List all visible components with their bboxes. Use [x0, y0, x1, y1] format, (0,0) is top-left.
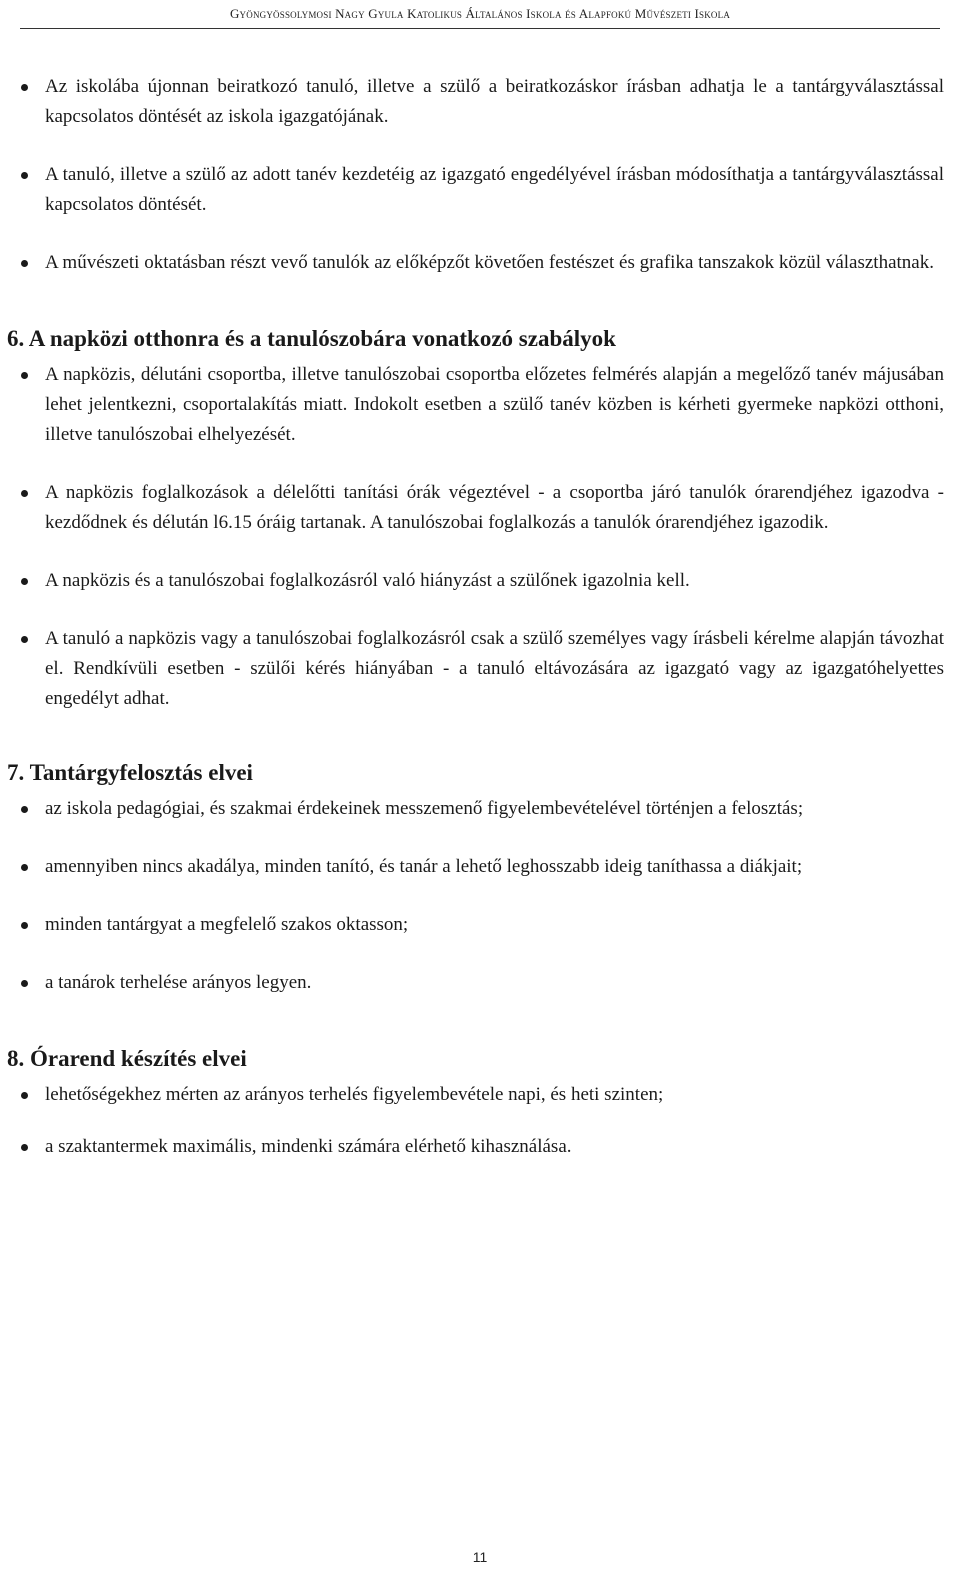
section-8-heading: 8. Órarend készítés elvei	[7, 1046, 247, 1071]
section-8-list	[0, 1080, 960, 1162]
list-item: A tanuló a napközis vagy a tanulószobai foglalkozásról csak a szülő személyes vagy írásbeli kérelme alapján távozhat el. Rendkívüli esetben - szülői kérés hiányában - a tanuló eltávozására az igazgató vagy az igazgatóhelyettes engedélyt adhat.	[0, 624, 960, 714]
intro-list	[0, 72, 960, 278]
section-6-heading: 6. A napközi otthonra és a tanulószobára vonatkozó szabályok	[7, 326, 616, 351]
list-item: A napközis, délutáni csoportba, illetve tanulószobai csoportba előzetes felmérés alapján a megelőző tanév májusában lehet jelentkezni, csoportalakítás miatt. Indokolt esetben a szülő tanév közben is kérheti gyermeke napközi otthoni, illetve tanulószobai elhelyezését.	[0, 360, 960, 450]
list-item: lehetőségekhez mérten az arányos terhelés figyelembevétele napi, és heti szinten;	[0, 1080, 960, 1110]
list-item: amennyiben nincs akadálya, minden tanító, és tanár a lehető leghosszabb ideig taníthassa a diákjait;	[0, 852, 960, 882]
section-6-list	[0, 360, 960, 714]
section-7-list	[0, 794, 960, 998]
list-item: A művészeti oktatásban részt vevő tanulók az előképzőt követően festészet és grafika tanszakok közül választhatnak.	[0, 248, 960, 278]
list-item: minden tantárgyat a megfelelő szakos oktasson;	[0, 910, 960, 940]
list-item: A napközis és a tanulószobai foglalkozásról való hiányzást a szülőnek igazolnia kell.	[0, 566, 960, 596]
list-item: a szaktantermek maximális, mindenki számára elérhető kihasználása.	[0, 1132, 960, 1162]
document-body	[0, 72, 960, 1184]
list-item: Az iskolába újonnan beiratkozó tanuló, illetve a szülő a beiratkozáskor írásban adhatja le a tantárgyválasztással kapcsolatos döntését az iskola igazgatójának.	[0, 72, 960, 132]
header-rule	[20, 28, 940, 29]
list-item: A tanuló, illetve a szülő az adott tanév kezdetéig az igazgató engedélyével írásban módosíthatja a tantárgyválasztással kapcsolatos döntését.	[0, 160, 960, 220]
list-item: A napközis foglalkozások a délelőtti tanítási órák végeztével - a csoportba járó tanulók órarendjéhez igazodva - kezdődnek és délután l6.15 óráig tartanak. A tanulószobai foglalkozás a tanulók órarendjéhez igazodik.	[0, 478, 960, 538]
section-7-heading: 7. Tantárgyfelosztás elvei	[7, 760, 253, 785]
list-item: az iskola pedagógiai, és szakmai érdekeinek messzemenő figyelembevételével történjen a felosztás;	[0, 794, 960, 824]
page-header: Gyöngyössolymosi Nagy Gyula Katolikus Általános Iskola és Alapfokú Művészeti Iskola	[229, 6, 731, 21]
list-item: a tanárok terhelése arányos legyen.	[0, 968, 960, 998]
page-number: 11	[472, 1549, 488, 1565]
